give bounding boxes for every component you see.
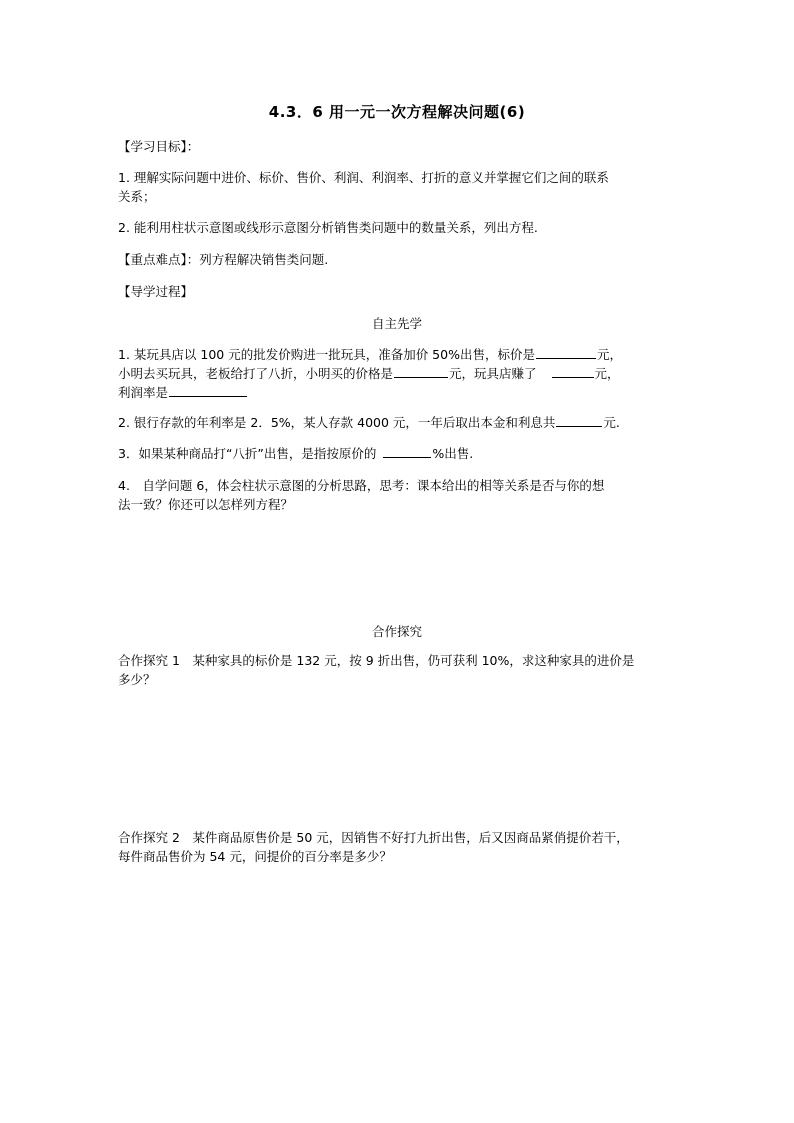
question-2-text-b: 元. (603, 415, 620, 430)
answer-blank[interactable] (169, 383, 247, 397)
answer-blank[interactable] (536, 345, 596, 359)
objective-1-line-2: 关系； (118, 189, 156, 204)
guide-label: 【导学过程】 (118, 284, 194, 299)
question-3 (118, 444, 473, 464)
cooperative-heading: 合作探究 (371, 624, 422, 639)
question-1-line-2 (118, 364, 620, 384)
objective-1-line-1: 1. 理解实际问题中进价、标价、售价、利润、利润率、打折的意义并掌握它们之间的联系 (118, 170, 609, 185)
question-1-text-b: 元， (596, 347, 622, 362)
objectives-label: 【学习目标】： (118, 139, 200, 154)
cooperative-2-line-2: 每件商品售价为 54 元，问提价的百分率是多少？ (118, 849, 392, 864)
question-3-text-b: %出售. (432, 446, 474, 461)
question-1-text-d: 元，玩具店赚了 (449, 366, 537, 381)
question-2-text-a: 2. 银行存款的年利率是 2．5%，某人存款 4000 元，一年后取出本金和利息共 (118, 415, 556, 430)
question-1-text-f: 利润率是 (118, 385, 169, 400)
question-3-text-a: 3．如果某种商品打“八折”出售，是指按原价的 (118, 446, 377, 461)
question-1-text-c: 小明去买玩具，老板给打了八折，小明买的价格是 (118, 366, 394, 381)
answer-blank[interactable] (383, 444, 431, 458)
question-1-line-1 (118, 345, 622, 365)
question-1-line-3 (118, 383, 248, 403)
answer-blank[interactable] (556, 413, 602, 427)
page-title: 4.3．6 用一元一次方程解决问题(6) (268, 103, 526, 121)
question-1-text-e: 元， (594, 366, 620, 381)
cooperative-1-line-1: 合作探究 1 某种家具的标价是 132 元，按 9 折出售，仍可获利 10%，求这种家具的进价是 (118, 653, 635, 668)
cooperative-1-line-2: 多少？ (118, 672, 156, 687)
question-1-text-a: 1. 某玩具店以 100 元的批发价购进一批玩具，准备加价 50%出售，标价是 (118, 347, 535, 362)
question-4-line-2: 法一致？你还可以怎样列方程？ (118, 497, 294, 512)
question-2 (118, 413, 620, 433)
answer-blank[interactable] (552, 364, 594, 378)
question-4-line-1: 4. 自学问题 6，体会柱状示意图的分析思路，思考：课本给出的相等关系是否与你的想 (118, 478, 605, 493)
self-study-heading: 自主先学 (371, 316, 422, 331)
objective-2: 2. 能利用柱状示意图或线形示意图分析销售类问题中的数量关系，列出方程. (118, 220, 538, 235)
answer-blank[interactable] (394, 364, 448, 378)
cooperative-2-line-1: 合作探究 2 某件商品原售价是 50 元，因销售不好打九折出售，后又因商品紧俏提价若干， (118, 830, 629, 845)
key-points: 【重点难点】：列方程解决销售类问题. (118, 252, 329, 267)
